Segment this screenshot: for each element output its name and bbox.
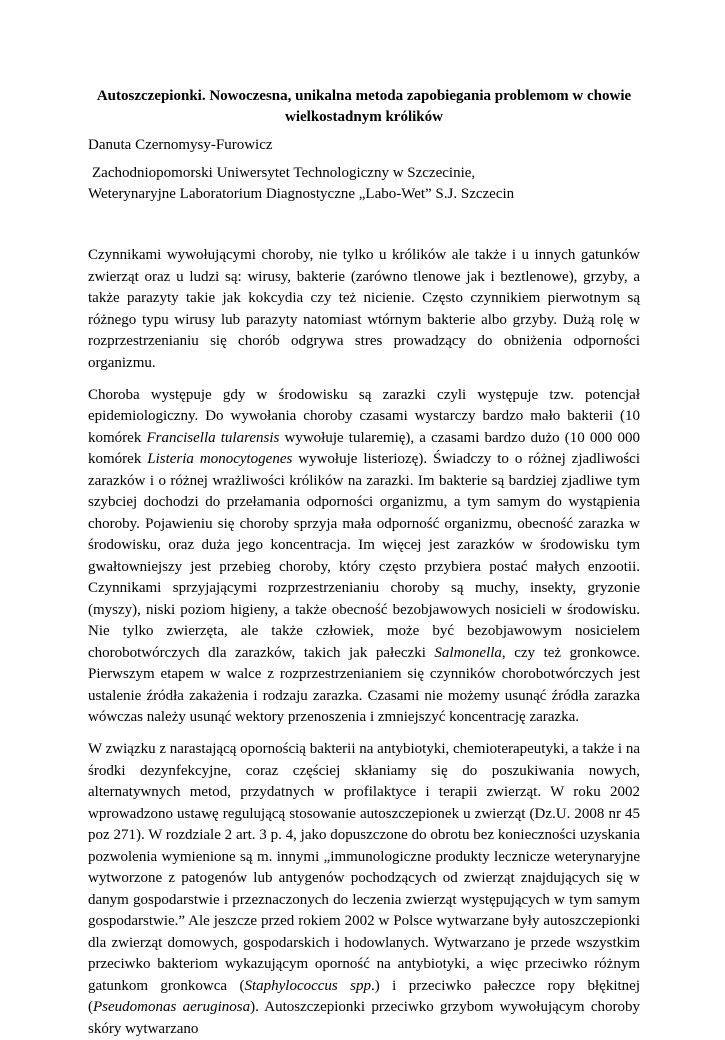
affiliation bbox=[88, 163, 514, 205]
article-body bbox=[88, 245, 640, 1040]
species-name: Staphylococcus spp bbox=[244, 977, 371, 994]
species-name: Salmonella bbox=[434, 644, 502, 661]
paragraph-2 bbox=[88, 385, 640, 729]
paragraph-text: wywołuje tularemię), a czasami bardzo dużo (10 000 000 komórek bbox=[88, 429, 640, 467]
paragraph-text: ). Autoszczepionki przeciwko grzybom wywołującym choroby skóry wytwarzano bbox=[88, 999, 641, 1037]
affiliation-line-2: Weterynaryjne Laboratorium Diagnostyczne „Labo-Wet” S.J. Szczecin bbox=[88, 186, 515, 202]
paragraph-text: , czy też gronkowce. Pierwszym etapem w walce z rozprzestrzenianiem się czynników chorobotwórczych jest ustalenie źródła zakażenia i rodzaju zarazka. Czasami nie możemy usunąć źródła zarazka wówczas należy usunąć wektory przenoszenia i zmniejszyć koncentrację zarazka. bbox=[88, 644, 640, 725]
paragraph-1 bbox=[88, 245, 640, 374]
species-name: Listeria monocytogenes bbox=[147, 451, 293, 467]
species-name: Pseudomonas aeruginosa bbox=[93, 999, 251, 1015]
paragraph-text: Choroba występuje gdy w środowisku są zarazki czyli występuje tzw. potencjał epidemiologiczny. Do wywołania choroby czasami wystarczy bardzo mało bakterii (10 komórek bbox=[88, 386, 640, 446]
affiliation-line-1: Zachodniopomorski Uniwersytet Technologiczny w Szczecinie, bbox=[92, 165, 476, 181]
author-name: Danuta Czernomysy-Furowicz bbox=[88, 137, 273, 153]
paragraph-3 bbox=[88, 739, 640, 1040]
paragraph-text: wywołuje listeriozę). Świadczy to o różnej zjadliwości zarazków i o różnej wrażliwości królików na zarazki. Im bakterie są bardziej zjadliwe tym szybciej dochodzi do przełamania odporności organizmu, a tym samym do wystąpienia choroby. Pojawieniu się choroby sprzyja mała odporność organizmu, obecność zarazka w środowisku, oraz duża jego koncentracja. Im więcej jest zarazków w środowisku tym gwałtowniejszy jest przebieg choroby, który często przybiera postać małych enzootii. Czynnikami sprzyjającymi rozprzestrzenianiu choroby są muchy, insekty, gryzonie (myszy), niski poziom higieny, a także obecność bezobjawowych nosicieli w środowisku. Nie tylko zwierzęta, ale także człowiek, może być bezobjawowym nosicielem chorobotwórczych dla zarazków, takich jak pałeczki bbox=[88, 451, 640, 661]
paper-title: Autoszczepionki. Nowoczesna, unikalna metoda zapobiegania problemom w chowie wielkostadnym królików bbox=[96, 88, 632, 125]
paragraph-text: .) i przeciwko pałeczce ropy błękitnej ( bbox=[88, 977, 640, 1015]
paragraph-text: W związku z narastającą opornością bakterii na antybiotyki, chemioterapeutyki, a także i na środki dezynfekcyjne, coraz częściej skłaniamy się do poszukiwania nowych, alternatywnych metod, przydatnych w profilaktyce i terapii zwierząt. W roku 2002 wprowadzono ustawę regulującą stosowanie autoszczepionek u zwierząt (Dz.U. 2008 nr 45 poz 271). W rozdziale 2 art. 3 p. 4, jako dopuszczone do obrotu bez konieczności uzyskania pozwolenia wymienione są m. innymi „immunologiczne produkty lecznicze weterynaryjne wytworzone z patogenów lub antygenów pochodzących od zwierząt znajdujących się w danym gospodarstwie i przeznaczonych do leczenia zwierząt występujących w tym samym gospodarstwie.” Ale jeszcze przed rokiem 2002 w Polsce wytwarzane były autoszczepionki dla zwierząt domowych, gospodarskich i hodowlanych. Wytwarzano je przede wszystkim przeciwko bakteriom wykazującym oporność na antybiotyki, a więc przeciwko różnym gatunkom gronkowca ( bbox=[88, 741, 640, 994]
paragraph-text: Czynnikami wywołującymi choroby, nie tylko u królików ale także i u innych gatunków zwierząt oraz u ludzi są: wirusy, bakterie (zarówno tlenowe jak i beztlenowe), grzyby, a także parazyty takie jak kokcydia czy też nicienie. Często czynnikiem pierwotnym są różnego typu wirusy lub parazyty natomiast wtórnym bakterie albo grzyby. Dużą rolę w rozprzestrzenianiu się chorób odgrywa stres prowadzący do obniżenia odporności organizmu. bbox=[88, 247, 640, 371]
species-name: Francisella tularensis bbox=[146, 429, 280, 446]
